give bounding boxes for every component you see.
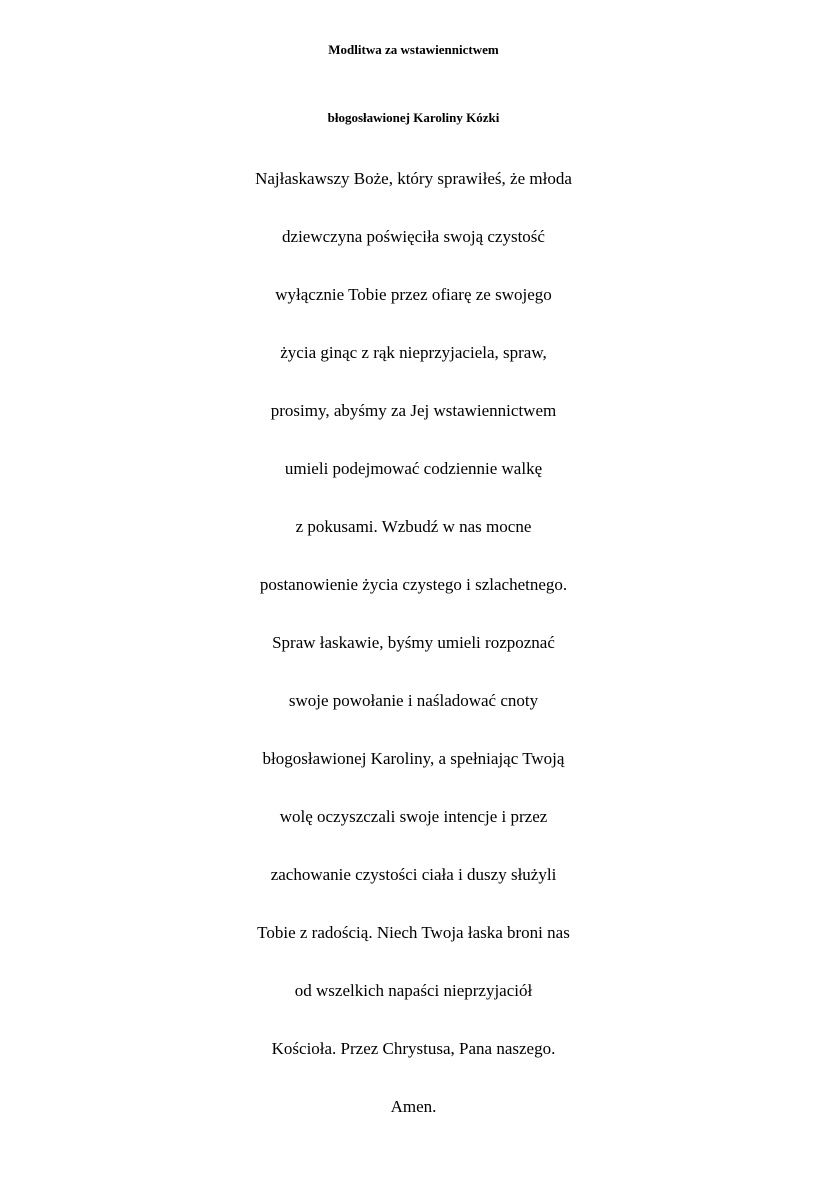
prayer-line: błogosławionej Karoliny, a spełniając Twoją: [262, 749, 565, 768]
prayer-line: Tobie z radością. Niech Twoja łaska broni nas: [257, 923, 570, 942]
prayer-line: postanowienie życia czystego i szlachetnego.: [259, 575, 568, 594]
prayer-line: Spraw łaskawie, byśmy umieli rozpoznać: [272, 633, 555, 652]
prayer-line: wyłącznie Tobie przez ofiarę ze swojego: [275, 285, 552, 304]
prayer-title-line-1: Modlitwa za wstawiennictwem: [328, 42, 499, 57]
prayer-line: życia ginąc z rąk nieprzyjaciela, spraw,: [280, 343, 547, 362]
prayer-body: [0, 150, 827, 1136]
prayer-line: prosimy, abyśmy za Jej wstawiennictwem: [270, 401, 557, 420]
prayer-line: Najłaskawszy Boże, który sprawiłeś, że młoda: [255, 169, 572, 188]
prayer-line: dziewczyna poświęciła swoją czystość: [282, 227, 545, 246]
prayer-title-line-2: błogosławionej Karoliny Kózki: [327, 110, 500, 125]
prayer-line: zachowanie czystości ciała i duszy służyli: [270, 865, 557, 884]
prayer-line: wolę oczyszczali swoje intencje i przez: [279, 807, 548, 826]
prayer-line: od wszelkich napaści nieprzyjaciół: [294, 981, 533, 1000]
prayer-line: Kościoła. Przez Chrystusa, Pana naszego.: [271, 1039, 556, 1058]
prayer-line: swoje powołanie i naśladować cnoty: [288, 691, 539, 710]
prayer-line: umieli podejmować codziennie walkę: [284, 459, 543, 478]
prayer-line-amen: Amen.: [390, 1097, 437, 1116]
prayer-line: z pokusami. Wzbudź w nas mocne: [295, 517, 532, 536]
